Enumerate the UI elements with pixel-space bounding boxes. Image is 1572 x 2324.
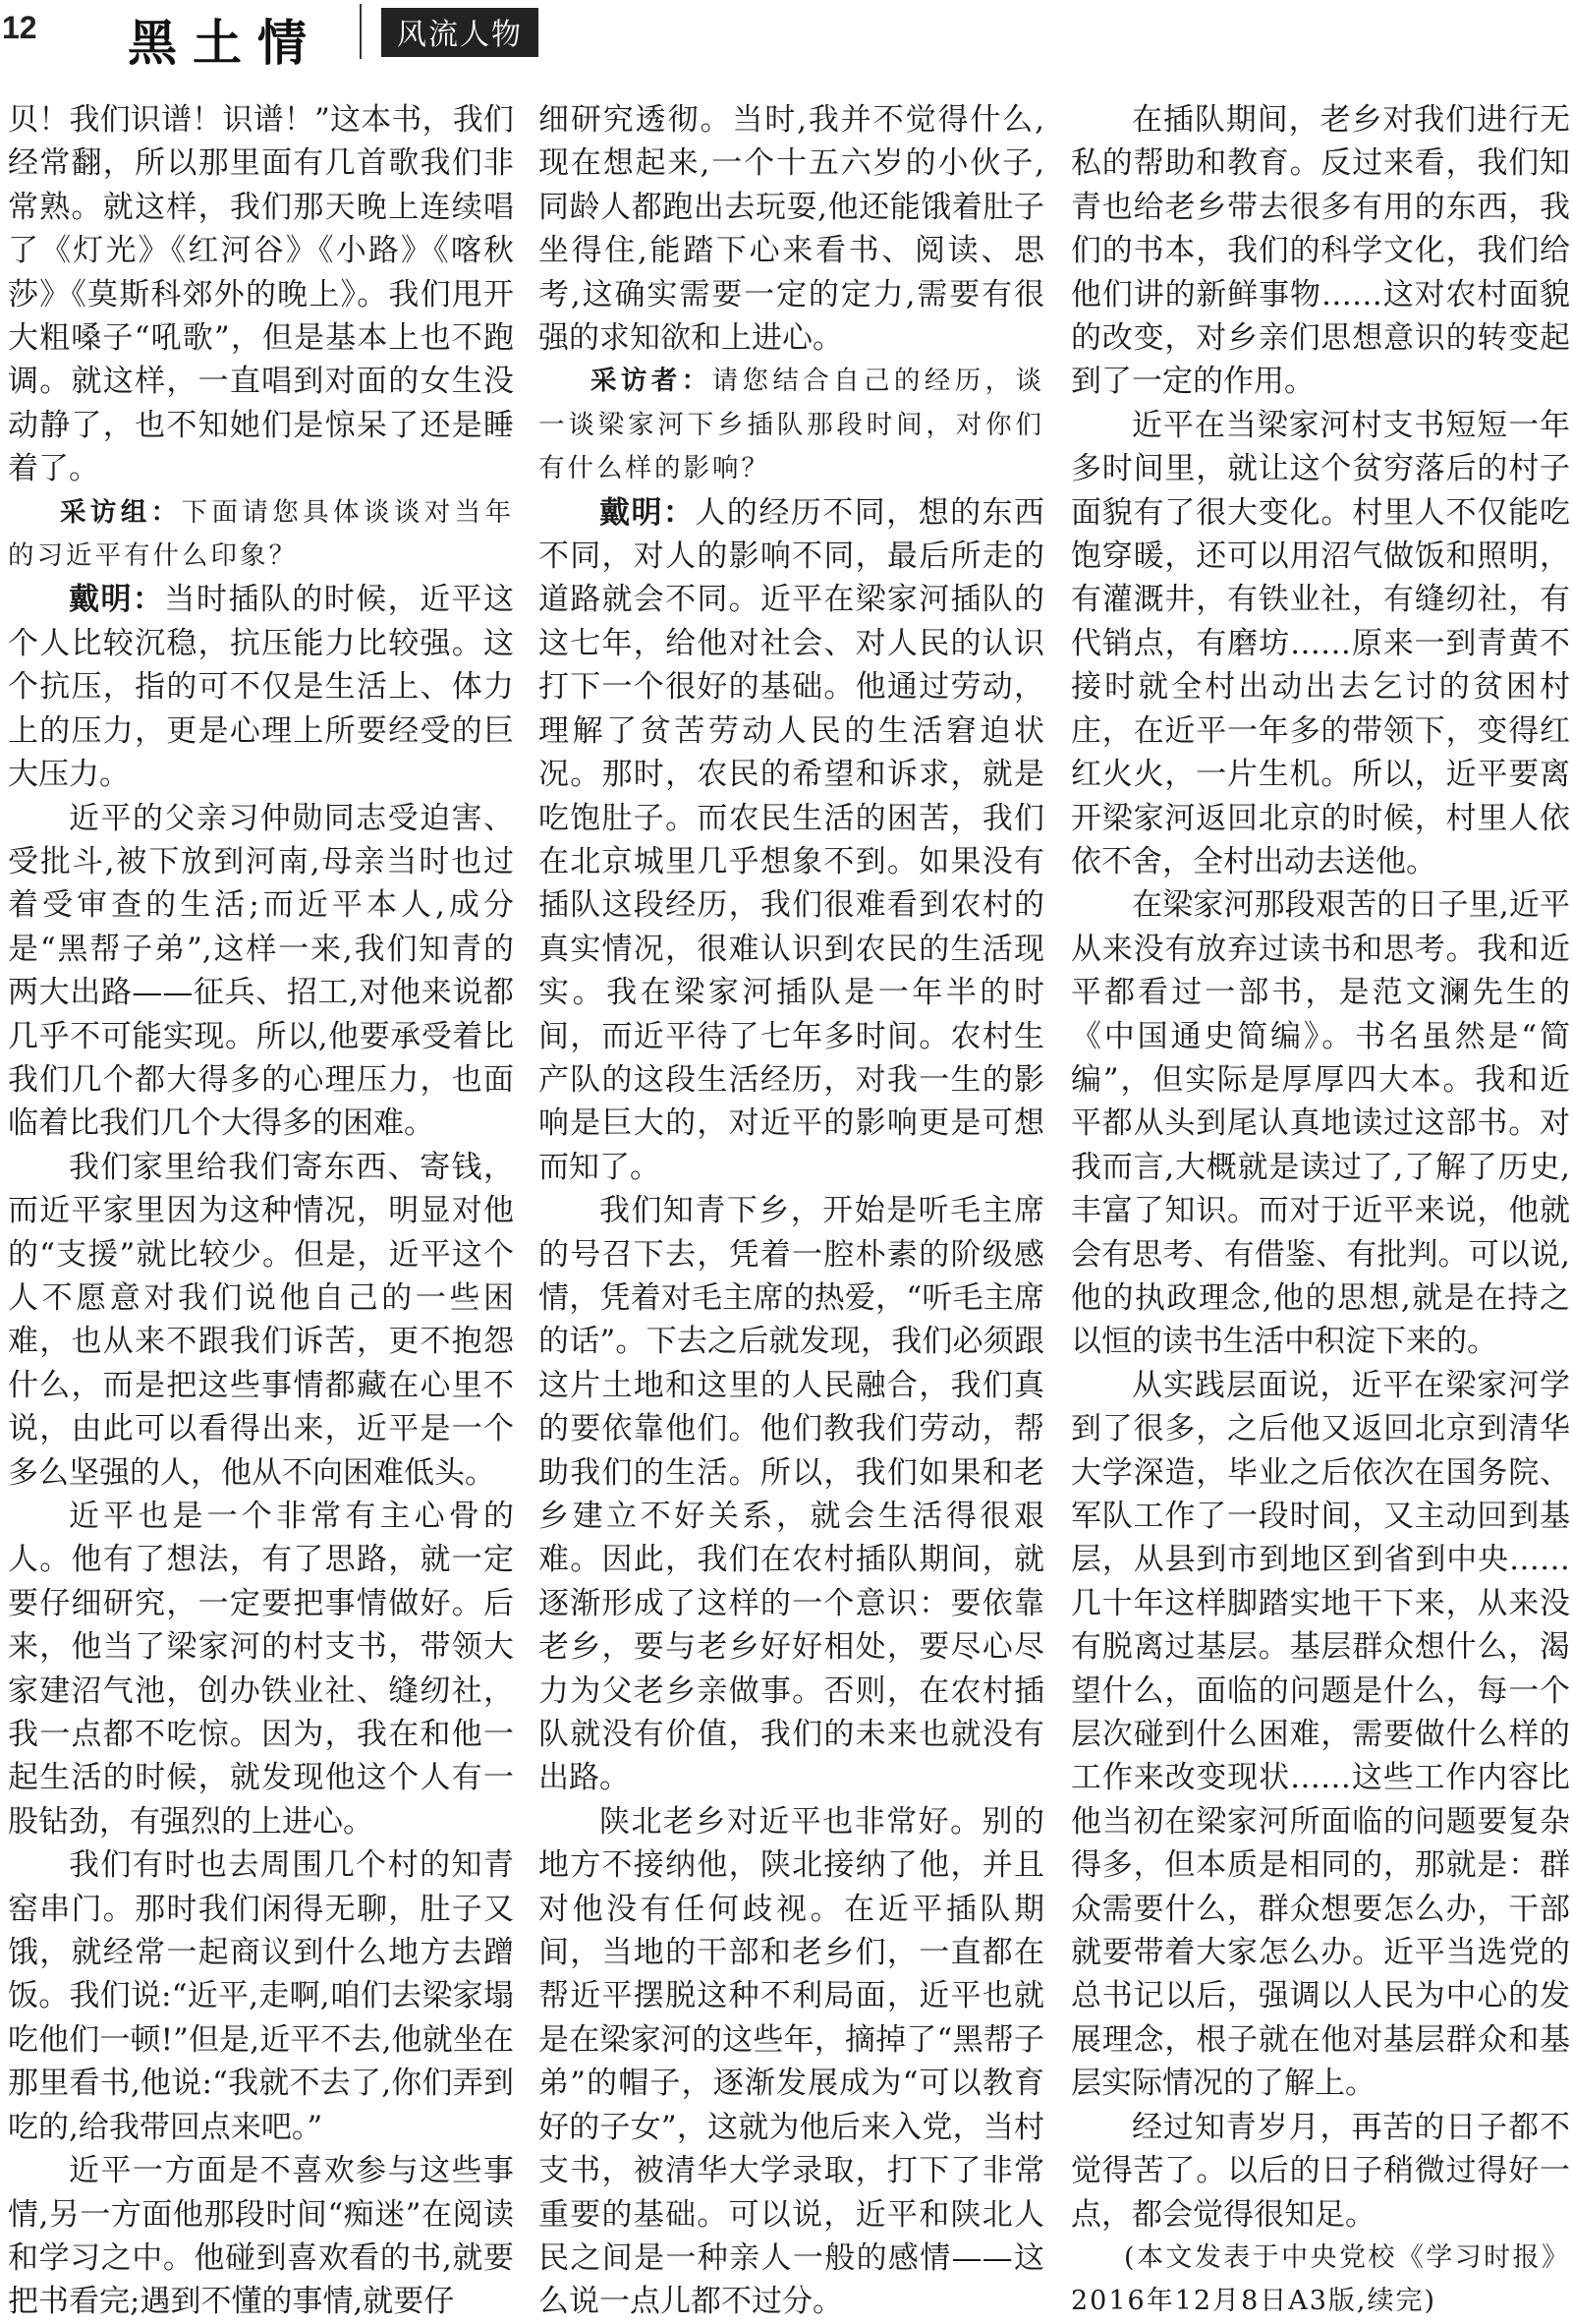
paragraph: 近平也是一个非常有主心骨的人。他有了想法，有了思路，就一定要仔细研究，一定要把事情做好。后来，他当了梁家河的村支书，带领大家建沼气池，创办铁业社、缝纫社，我一点都不吃惊。因为，我在和他一起生活的时候，就发现他这个人有一股钻劲，有强烈的上进心。: [8, 1499, 514, 1840]
column-1: [8, 98, 514, 2324]
speaker-label: 采访组：: [60, 496, 182, 528]
paragraph: 在插队期间，老乡对我们进行无私的帮助和教育。反过来看，我们知青也给老乡带去很多有用的东西，我们的书本，我们的科学文化，我们给他们讲的新鲜事物……这对农村面貌的改变，对乡亲们思想意识的转变起到了一定的作用。: [1071, 102, 1570, 400]
paragraph: 我们家里给我们寄东西、寄钱，而近平家里因为这种情况，明显对他的“支援”就比较少。但是，近平这个人不愿意对我们说他自己的一些困难，也从来不跟我们诉苦，更不抱怨什么，而是把这些事情都藏在心里不说，由此可以看得出来，近平是一个多么坚强的人，他从不向困难低头。: [8, 1149, 514, 1491]
paragraph: 经过知青岁月，再苦的日子都不觉得苦了。以后的日子稍微过得好一点，都会觉得很知足。: [1071, 2109, 1570, 2233]
answer: [8, 578, 514, 796]
paragraph: 陕北老乡对近平也非常好。别的地方不接纳他，陕北接纳了他，并且对他没有任何歧视。在近平插队期间，当地的干部和老乡们，一直都在帮近平摆脱这种不利局面，近平也就是在梁家河的这些年，摘掉了“黑帮子弟”的帽子，逐渐发展成为“可以教育好的子女”，这就为他后来入党，当村支书，被清华大学录取，打下了非常重要的基础。可以说，近平和陕北人民之间是一种亲人一般的感情——这么说一点儿都不过分。: [538, 1803, 1044, 2320]
column-2: [538, 98, 1044, 2324]
paragraph: 我们有时也去周围几个村的知青窑串门。那时我们闲得无聊，肚子又饿，就经常一起商议到什么地方去蹭饭。我们说:“近平,走啊,咱们去梁家塌吃他们一顿!”但是,近平不去,他就坐在那里看书,他说:“我就不去了,你们弄到吃的,给我带回点来吧。”: [8, 1847, 514, 2145]
question: [8, 491, 514, 579]
page-number: 12: [2, 10, 37, 45]
page-header: [0, 0, 1572, 72]
column-3: [1071, 98, 1570, 2324]
answer-text: 当时插队的时候，近平这个人比较沉稳，抗压能力比较强。这个抗压，指的可不仅是生活上、体力上的压力，更是心理上所要经受的巨大压力。: [8, 582, 515, 793]
answer: [538, 491, 1044, 1190]
paragraph: 细研究透彻。当时,我并不觉得什么,现在想起来,一个十五六岁的小伙子,同龄人都跑出去玩耍,他还能饿着肚子坐得住,能踏下心来看书、阅读、思考,这确实需要一定的定力,需要有很强的求知欲和上进心。: [538, 102, 1044, 357]
paragraph: 近平的父亲习仲勋同志受迫害、受批斗,被下放到河南,母亲当时也过着受审查的生活;而近平本人,成分是“黑帮子弟”,这样一来,我们知青的两大出路——征兵、招工,对他来说都几乎不可能实现。所以,他要承受着比我们几个都大得多的心理压力，也面临着比我们几个大得多的困难。: [8, 800, 514, 1142]
paragraph: 我们知青下乡，开始是听毛主席的号召下去，凭着一腔朴素的阶级感情，凭着对毛主席的热爱，“听毛主席的话”。下去之后就发现，我们必须跟这片土地和这里的人民融合，我们真的要依靠他们。他们教我们劳动，帮助我们的生活。所以，我们如果和老乡建立不好关系，就会生活得很艰难。因此，我们在农村插队期间，就逐渐形成了这样的一个意识：要依靠老乡，要与老乡好好相处，要尽心尽力为父老乡亲做事。否则，在农村插队就没有价值，我们的未来也就没有出路。: [538, 1193, 1044, 1796]
paragraph: 从实践层面说，近平在梁家河学到了很多，之后他又返回北京到清华大学深造，毕业之后依次在国务院、军队工作了一段时间，又主动回到基层，从县到市到地区到省到中央……几十年这样脚踏实地干下来，从来没有脱离过基层。基层群众想什么，渴望什么，面临的问题是什么，每一个层次碰到什么困难，需要做什么样的工作来改变现状……这些工作内容比他当初在梁家河所面临的问题要复杂得多，但本质是相同的，那就是：群众需要什么，群众想要怎么办，干部就要带着大家怎么办。近平当选党的总书记以后，强调以人民为中心的发展理念，根子就在他对基层群众和基层实际情况的了解上。: [1071, 1367, 1570, 2102]
speaker-label: 戴明：: [599, 494, 696, 531]
paragraph: 在梁家河那段艰苦的日子里,近平从来没有放弃过读书和思考。我和近平都看过一部书，是范文澜先生的《中国通史简编》。书名虽然是“简编”，但实际是厚厚四大本。我和近平都从头到尾认真地读过这部书。对我而言,大概就是读过了,了解了历史,丰富了知识。而对于近平来说，他就会有思考、有借鉴、有批判。可以说,他的执政理念,他的思想,就是在持之以恒的读书生活中积淀下来的。: [1071, 887, 1570, 1360]
speaker-label: 戴明：: [69, 582, 165, 618]
question-text: 请您结合自己的经历，谈一谈梁家河下乡插队那段时间，对你们有什么样的影响？: [538, 366, 1045, 484]
paragraph: 近平一方面是不喜欢参与这些事情,另一方面他那段时间“痴迷”在阅读和学习之中。他碰到喜欢看的书,就要把书看完;遇到不懂的事情,就要仔: [8, 2153, 514, 2320]
source-note: (本文发表于中央党校《学习时报》2016年12月8日A3版,续完): [1071, 2241, 1570, 2317]
speaker-label: 采访者：: [590, 366, 712, 397]
header-divider: [360, 4, 362, 59]
question: [538, 360, 1044, 490]
paragraph: 贝！我们识谱！识谱！”这本书，我们经常翻，所以那里面有几首歌我们非常熟。就这样，我们那天晚上连续唱了《灯光》《红河谷》《小路》《喀秋莎》《莫斯科郊外的晚上》。我们甩开大粗嗓子“吼歌”，但是基本上也不跑调。就这样，一直唱到对面的女生没动静了，也不知她们是惊呆了还是睡着了。: [8, 102, 514, 487]
section-label: 风流人物: [381, 8, 538, 57]
masthead-title: 黑土情: [128, 14, 322, 72]
answer-text: 人的经历不同，想的东西不同，对人的影响不同，最后所走的道路就会不同。近平在梁家河插队的这七年，给他对社会、对人民的认识打下一个很好的基础。他通过劳动，理解了贫苦劳动人民的生活窘迫状况。那时，农民的希望和诉求，就是吃饱肚子。而农民生活的困苦，我们在北京城里几乎想象不到。如果没有插队这段经历，我们很难看到农村的真实情况，很难认识到农民的生活现实。我在梁家河插队是一年半的时间，而近平待了七年多时间。农村生产队的这段生活经历，对我一生的影响是巨大的，对近平的影响更是可想而知了。: [538, 494, 1045, 1185]
question-text: 下面请您具体谈谈对当年的习近平有什么印象？: [8, 496, 515, 572]
paragraph: 近平在当梁家河村支书短短一年多时间里，就让这个贫穷落后的村子面貌有了很大变化。村里人不仅能吃饱穿暖，还可以用沼气做饭和照明，有灌溉井，有铁业社，有缝纫社，有代销点，有磨坊……原来一到青黄不接时就全村出动出去乞讨的贫困村庄，在近平一年多的带领下，变得红红火火，一片生机。所以，近平要离开梁家河返回北京的时候，村里人依依不舍，全村出动去送他。: [1071, 407, 1570, 879]
